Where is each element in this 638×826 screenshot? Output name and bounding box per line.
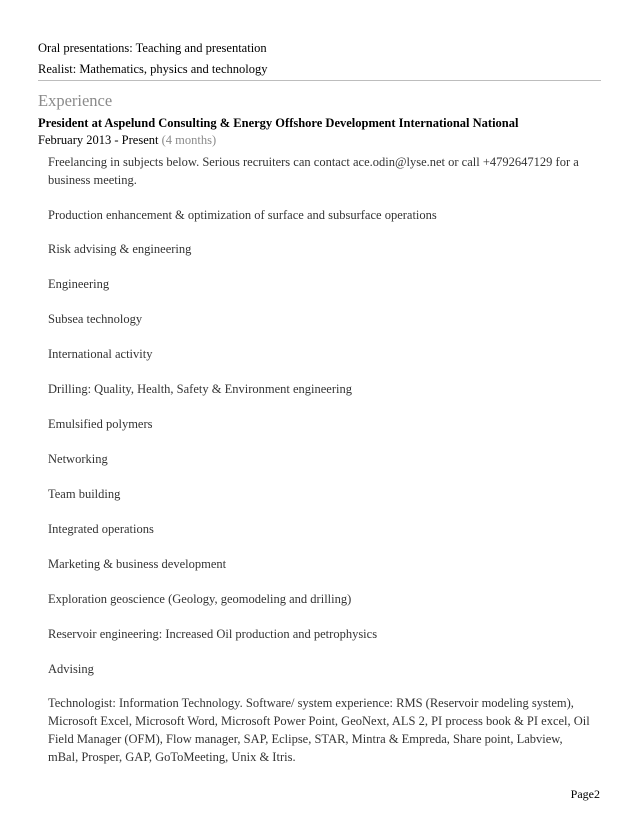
- paragraph-line: Microsoft Excel, Microsoft Word, Microsoft Power Point, GeoNext, ALS 2, PI process book & PI excel, Oil: [48, 714, 590, 728]
- paragraph-line: Reservoir engineering: Increased Oil production and petrophysics: [48, 627, 378, 641]
- paragraph-line: business meeting.: [48, 173, 137, 187]
- page-number: Page2: [570, 787, 600, 801]
- paragraph-international: [48, 345, 603, 363]
- paragraph-line: International activity: [48, 347, 153, 361]
- paragraph-marketing: [48, 555, 603, 573]
- paragraph-line: Integrated operations: [48, 522, 154, 536]
- paragraph-polymers: [48, 415, 603, 433]
- paragraph-line: Emulsified polymers: [48, 417, 153, 431]
- job-dates: [38, 133, 216, 148]
- paragraph-technologist: [48, 694, 603, 766]
- paragraph-integrated-ops: [48, 520, 603, 538]
- paragraph-line: Advising: [48, 662, 94, 676]
- paragraph-line: Field Manager (OFM), Flow manager, SAP, Eclipse, STAR, Mintra & Empreda, Share point, Labview,: [48, 732, 563, 746]
- job-duration: (4 months): [161, 133, 217, 147]
- section-title: Experience: [38, 91, 113, 110]
- paragraph-line: Exploration geoscience (Geology, geomodeling and drilling): [48, 592, 352, 606]
- paragraph-line: Production enhancement & optimization of surface and subsurface operations: [48, 208, 437, 222]
- paragraph-line: Technologist: Information Technology. Software/ system experience: RMS (Reservoir modeling system),: [48, 696, 574, 710]
- paragraph-line: Networking: [48, 452, 108, 466]
- paragraph-drilling: [48, 380, 603, 398]
- paragraph-risk: [48, 240, 603, 258]
- paragraph-exploration: [48, 590, 603, 608]
- paragraph-networking: [48, 450, 603, 468]
- paragraph-freelancing: [48, 153, 603, 189]
- header-lines: [38, 38, 608, 80]
- paragraph-engineering: [48, 275, 603, 293]
- paragraph-line: Drilling: Quality, Health, Safety & Environment engineering: [48, 382, 352, 396]
- paragraph-advising: [48, 660, 603, 678]
- realist-line: Realist: Mathematics, physics and technology: [38, 62, 268, 76]
- paragraph-line: Subsea technology: [48, 312, 143, 326]
- paragraph-line: Marketing & business development: [48, 557, 227, 571]
- paragraph-line: Risk advising & engineering: [48, 242, 192, 256]
- paragraph-line: mBal, Prosper, GAP, GoToMeeting, Unix & Itris.: [48, 750, 296, 764]
- paragraph-reservoir: [48, 625, 603, 643]
- paragraph-line: Freelancing in subjects below. Serious recruiters can contact ace.odin@lyse.net or call +4792647129 for a: [48, 155, 579, 169]
- paragraph-subsea: [48, 310, 603, 328]
- oral-presentations-line: Oral presentations: Teaching and presentation: [38, 41, 267, 55]
- job-title: President at Aspelund Consulting & Energy Offshore Development International National: [38, 116, 519, 130]
- paragraph-production: [48, 206, 603, 224]
- paragraph-line: Team building: [48, 487, 121, 501]
- section-divider: [38, 80, 601, 81]
- job-date-range: February 2013 - Present: [38, 133, 159, 147]
- paragraph-line: Engineering: [48, 277, 110, 291]
- paragraph-team-building: [48, 485, 603, 503]
